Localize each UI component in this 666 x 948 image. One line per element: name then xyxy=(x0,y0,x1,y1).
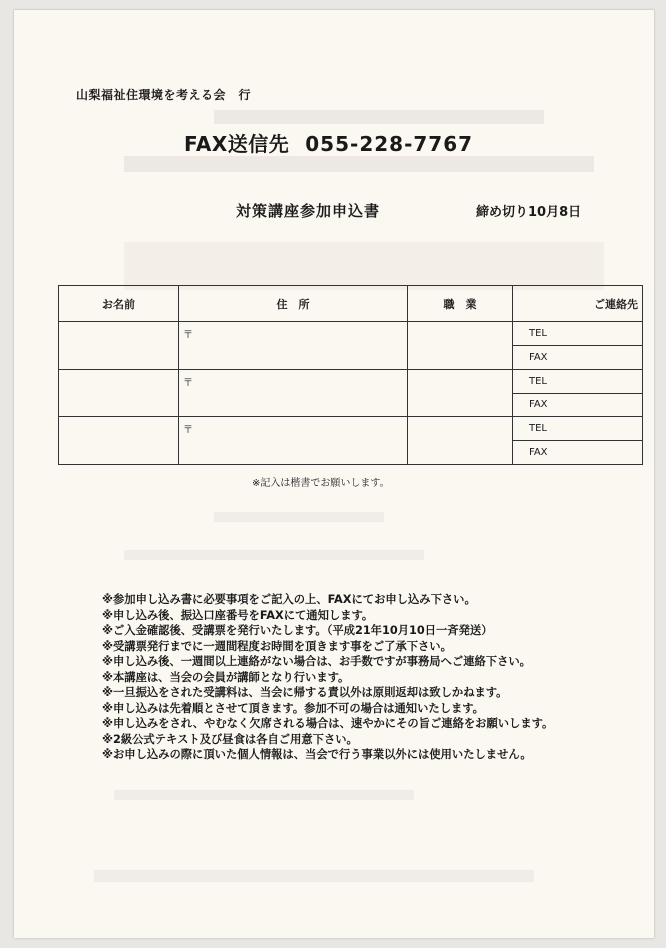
table-row xyxy=(59,322,643,346)
list-item: ※2級公式テキスト及び昼食は各自ご用意下さい。 xyxy=(102,732,358,746)
fax-form-page xyxy=(14,10,654,938)
name-field[interactable] xyxy=(59,417,179,465)
writing-note: ※記入は楷書でお願いします。 xyxy=(252,478,390,489)
address-field[interactable] xyxy=(179,369,408,417)
column-contact: ご連絡先 xyxy=(513,286,643,322)
tel-field[interactable] xyxy=(513,369,643,393)
notes-list xyxy=(102,592,553,763)
fax-field[interactable] xyxy=(513,393,643,417)
occupation-field[interactable] xyxy=(408,369,513,417)
postal-mark: 〒 xyxy=(183,425,193,437)
tel-field[interactable] xyxy=(513,417,643,441)
list-item: ※お申し込みの際に頂いた個人情報は、当会で行う事業以外には使用いたしません。 xyxy=(102,748,532,761)
tel-label: TEL xyxy=(529,328,547,340)
table-row xyxy=(59,417,643,441)
fax-label: FAX送信先 xyxy=(184,132,290,156)
postal-mark: 〒 xyxy=(183,377,193,389)
fax-field-label: FAX xyxy=(529,399,548,411)
occupation-field[interactable] xyxy=(408,322,513,370)
list-item: ※参加申し込み書に必要事項をご記入の上、FAXにてお申し込み下さい。 xyxy=(102,593,476,606)
name-field[interactable] xyxy=(59,322,179,370)
form-title: 対策講座参加申込書 xyxy=(236,202,381,220)
name-field[interactable] xyxy=(59,369,179,417)
list-item: ※ご入金確認後、受講票を発行いたします。（平成21年10月10日一斉発送） xyxy=(102,624,493,637)
tel-label: TEL xyxy=(529,375,547,387)
list-item: ※申し込み後、一週間以上連絡がない場合は、お手数ですが事務局へご連絡下さい。 xyxy=(102,655,531,668)
address-field[interactable] xyxy=(179,417,408,465)
list-item: ※申し込み後、振込口座番号をFAXにて通知します。 xyxy=(102,608,374,622)
table-header-row xyxy=(59,286,643,322)
column-occupation: 職 業 xyxy=(408,286,513,322)
fax-field-label: FAX xyxy=(529,351,548,363)
postal-mark: 〒 xyxy=(183,330,193,342)
list-item: ※申し込みは先着順とさせて頂きます。参加不可の場合は通知いたします。 xyxy=(102,701,484,715)
deadline: 締め切り10月8日 xyxy=(476,205,582,220)
address-field[interactable] xyxy=(179,322,408,370)
tel-label: TEL xyxy=(529,423,547,435)
fax-field[interactable] xyxy=(513,346,643,370)
list-item: ※受講票発行までに一週間程度お時間を頂きます事をご了承下さい。 xyxy=(102,639,452,653)
column-address: 住 所 xyxy=(179,286,408,322)
recipient-line: 山梨福祉住環境を考える会 行 xyxy=(76,88,252,102)
application-table xyxy=(58,285,643,465)
list-item: ※申し込みをされ、やむなく欠席される場合は、速やかにその旨ご連絡をお願いします。 xyxy=(102,717,554,730)
fax-destination xyxy=(184,128,473,157)
tel-field[interactable] xyxy=(513,322,643,346)
fax-number: 055-228-7767 xyxy=(305,132,474,156)
fax-field[interactable] xyxy=(513,441,643,465)
list-item: ※一旦振込をされた受講料は、当会に帰する責以外は原則返却は致しかねます。 xyxy=(102,686,508,699)
table-row xyxy=(59,369,643,393)
column-name: お名前 xyxy=(59,286,179,322)
occupation-field[interactable] xyxy=(408,417,513,465)
fax-field-label: FAX xyxy=(529,447,548,459)
list-item: ※本講座は、当会の会員が講師となり行います。 xyxy=(102,670,350,684)
